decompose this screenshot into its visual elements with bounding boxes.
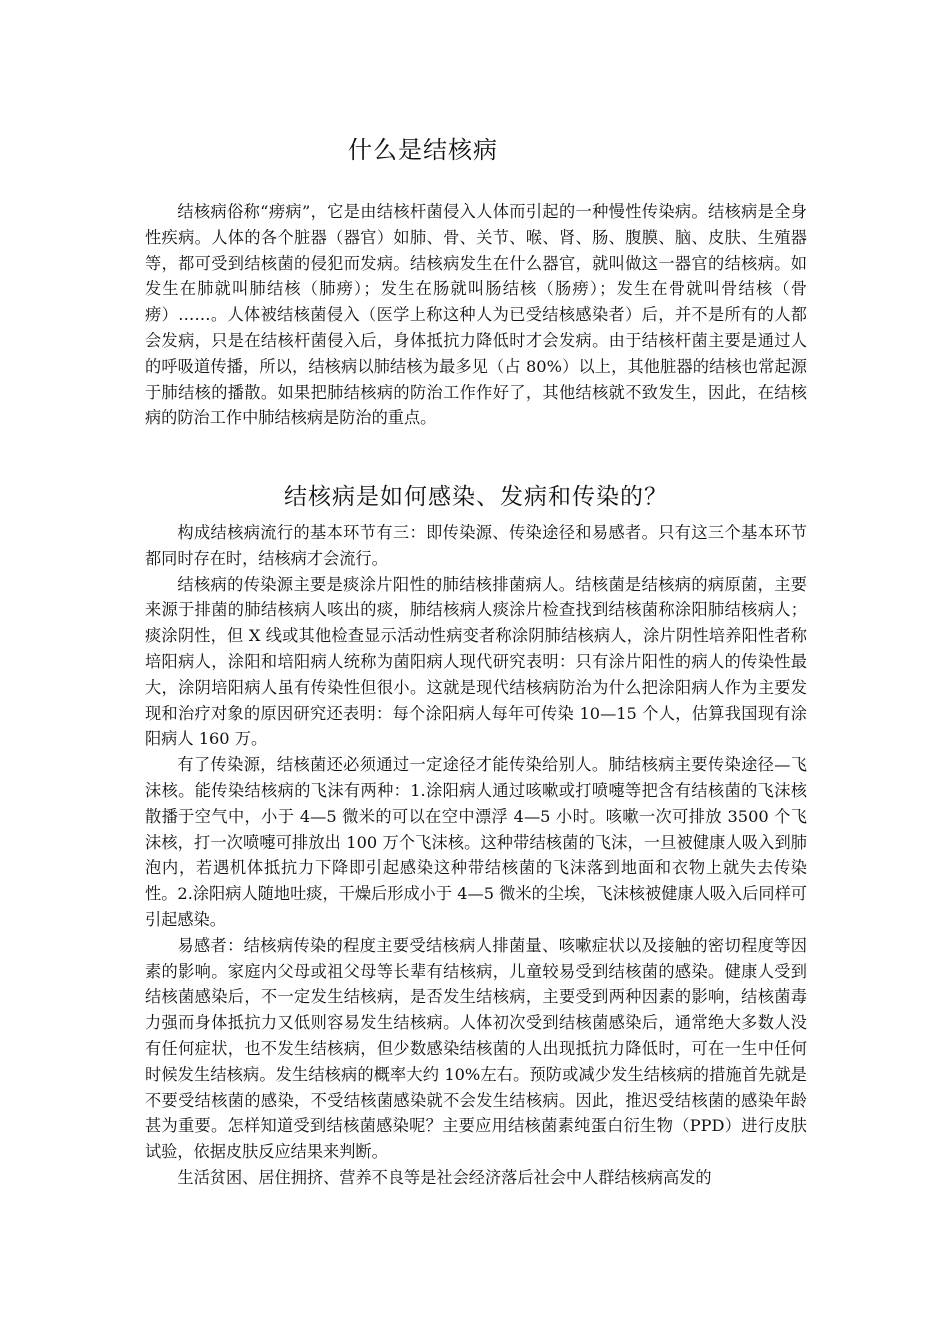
paragraph: 结核病俗称“痨病”，它是由结核杆菌侵入人体而引起的一种慢性传染病。结核病是全身性疾病。人体的各个脏器（器官）如肺、骨、关节、喉、肾、肠、腹膜、脑、皮肤、生殖器等，都可受到结核菌的侵犯而发病。结核病发生在什么器官，就叫做这一器官的结核病。如发生在肺就叫肺结核（肺痨）；发生在肠就叫肠结核（肠痨）；发生在骨就叫骨结核（骨痨）……。人体被结核菌侵入（医学上称这种人为已受结核感染者）后，并不是所有的人都会发病，只是在结核杆菌侵入后，身体抵抗力降低时才会发病。由于结核杆菌主要是通过人的呼吸道传播，所以，结核病以肺结核为最多见（占 80%）以上，其他脏器的结核也常起源于肺结核的播散。如果把肺结核病的防治工作作好了，其他结核就不致发生，因此，在结核病的防治工作中肺结核病是防治的重点。 [145, 202, 807, 428]
section-heading: 结核病是如何感染、发病和传染的？ [284, 484, 668, 510]
paragraph: 有了传染源，结核菌还必须通过一定途径才能传染给别人。肺结核病主要传染途径—飞沫核。能传染结核病的飞沫有两种：1.涂阳病人通过咳嗽或打喷嚏等把含有结核菌的飞沫核散播于空气中，小于 4—5 微米的可以在空中漂浮 4—5 小时。咳嗽一次可排放 3500 个飞沫核，打一次喷嚏可排放出 100 万个飞沫核。这种带结核菌的飞沫，一旦被健康人吸入到肺泡内，若遇机体抵抗力下降即引起感染这种带结核菌的飞沫落到地面和衣物上就失去传染性。2.涂阳病人随地吐痰，干燥后形成小于 4—5 微米的尘埃，飞沫核被健康人吸入后同样可引起感染。 [145, 755, 807, 929]
paragraph: 易感者：结核病传染的程度主要受结核病人排菌量、咳嗽症状以及接触的密切程度等因素的影响。家庭内父母或祖父母等长辈有结核病，儿童较易受到结核菌的感染。健康人受到结核菌感染后，不一定发生结核病，是否发生结核病，主要受到两种因素的影响，结核菌毒力强而身体抵抗力又低则容易发生结核病。人体初次受到结核菌感染后，通常绝大多数人没有任何症状，也不发生结核病，但少数感染结核菌的人出现抵抗力降低时，可在一生中任何时候发生结核病。发生结核病的概率大约 10%左右。预防或减少发生结核病的措施首先就是不要受结核菌的感染，不受结核菌感染就不会发生结核病。因此，推迟受结核菌的感染年龄甚为重要。怎样知道受到结核菌感染呢？主要应用结核菌素纯蛋白衍生物（PPD）进行皮肤试验，依据皮肤反应结果来判断。 [145, 935, 807, 1162]
paragraph: 生活贫困、居住拥挤、营养不良等是社会经济落后社会中人群结核病高发的 [177, 1167, 712, 1187]
section-transmission [145, 520, 807, 1191]
paragraph: 结核病的传染源主要是痰涂片阳性的肺结核排菌病人。结核菌是结核病的病原菌，主要来源于排菌的肺结核病人咳出的痰，肺结核病人痰涂片检查找到结核菌称涂阳肺结核病人；痰涂阴性，但 X 线或其他检查显示活动性病变者称涂阴肺结核病人，涂片阴性培养阳性者称培阳病人，涂阳和培阳病人统称为菌阳病人现代研究表明：只有涂片阳性的病人的传染性最大，涂阴培阳病人虽有传染性但很小。这就是现代结核病防治为什么把涂阳病人作为主要发现和治疗对象的原因研究还表明：每个涂阳病人每年可传染 10—15 个人，估算我国现有涂阳病人 160 万。 [145, 574, 807, 749]
paragraph: 构成结核病流行的基本环节有三：即传染源、传染途径和易感者。只有这三个基本环节都同时存在时，结核病才会流行。 [145, 523, 807, 568]
page-title: 什么是结核病 [348, 136, 498, 164]
section-what-is-tb [145, 199, 807, 431]
